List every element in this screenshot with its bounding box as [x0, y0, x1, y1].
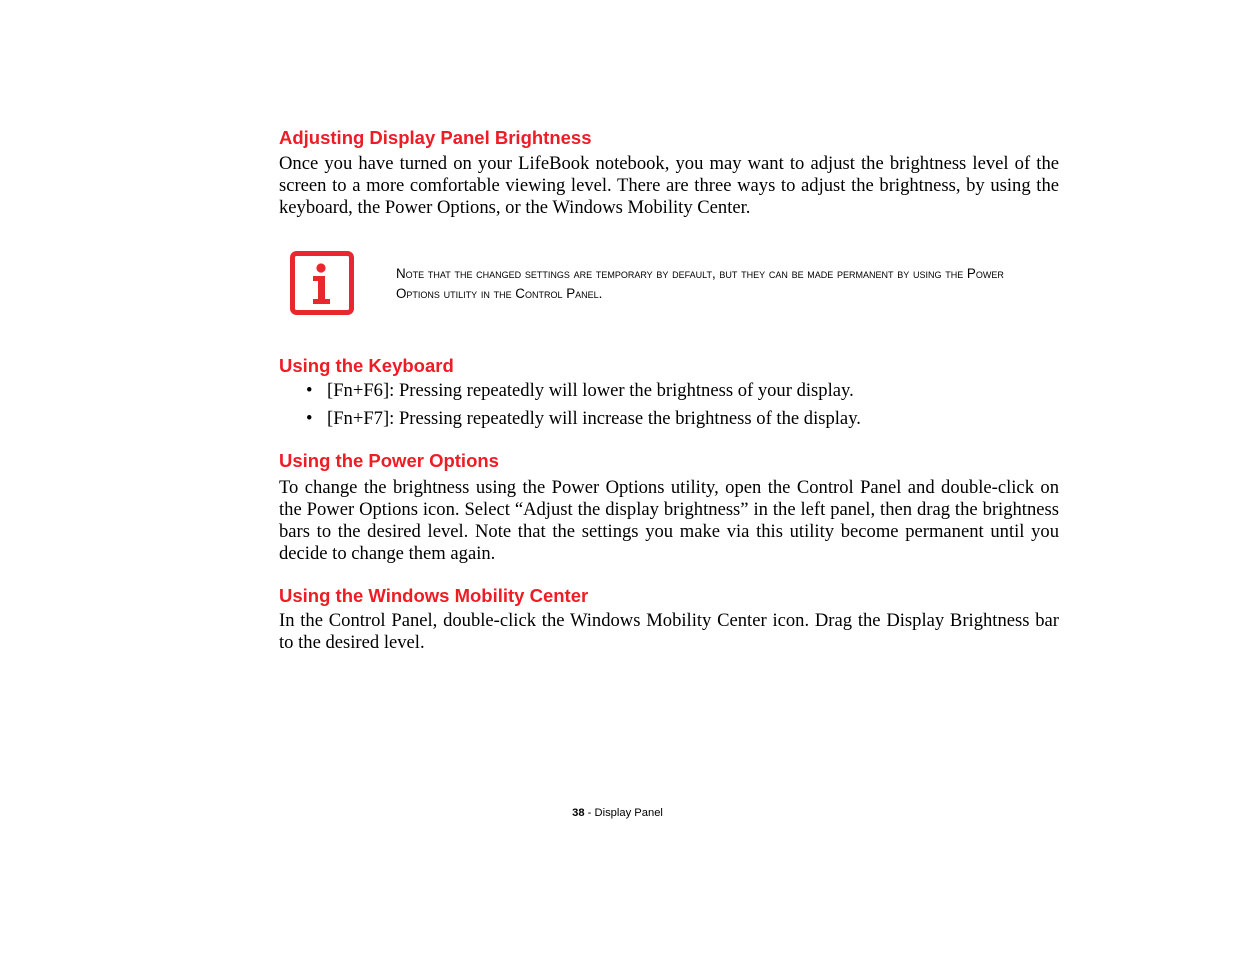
bullet-text: [Fn+F6]: Pressing repeatedly will lower the brightness of your display.: [327, 380, 854, 401]
page-number: 38: [572, 807, 585, 819]
page-footer: [0, 807, 1235, 819]
footer-separator: -: [584, 807, 595, 819]
paragraph-power-options: To change the brightness using the Power Options utility, open the Control Panel and double-click on the Power Options icon. Select “Adjust the display brightness” in the left panel, then drag the brightness bars to the desired level. Note that the settings you make via this utility become permanent until you decide to change them again.: [279, 477, 1059, 564]
paragraph-brightness-intro: Once you have turned on your LifeBook notebook, you may want to adjust the brightness level of the screen to a more comfortable viewing level. There are three ways to adjust the brightness, by using the keyboard, the Power Options, or the Windows Mobility Center.: [279, 153, 1059, 218]
heading-mobility-center: Using the Windows Mobility Center: [279, 585, 589, 606]
list-item: [279, 408, 1059, 436]
note-text: Note that the changed settings are temporary by default, but they can be made permanent by using the Power Options utility in the Control Panel.: [396, 266, 1004, 301]
keyboard-bullet-list: [279, 380, 1059, 436]
heading-power-options: Using the Power Options: [279, 450, 499, 471]
list-item: [279, 380, 1059, 408]
bullet-dot: •: [306, 380, 313, 401]
bullet-dot: •: [306, 408, 313, 429]
info-icon: [290, 251, 354, 315]
heading-adjusting-brightness: Adjusting Display Panel Brightness: [279, 127, 592, 148]
bullet-text: [Fn+F7]: Pressing repeatedly will increase the brightness of the display.: [327, 408, 861, 429]
paragraph-mobility-center: In the Control Panel, double-click the Windows Mobility Center icon. Drag the Display Brightness bar to the desired level.: [279, 610, 1059, 653]
footer-section-title: Display Panel: [594, 807, 663, 819]
heading-using-keyboard: Using the Keyboard: [279, 355, 454, 376]
